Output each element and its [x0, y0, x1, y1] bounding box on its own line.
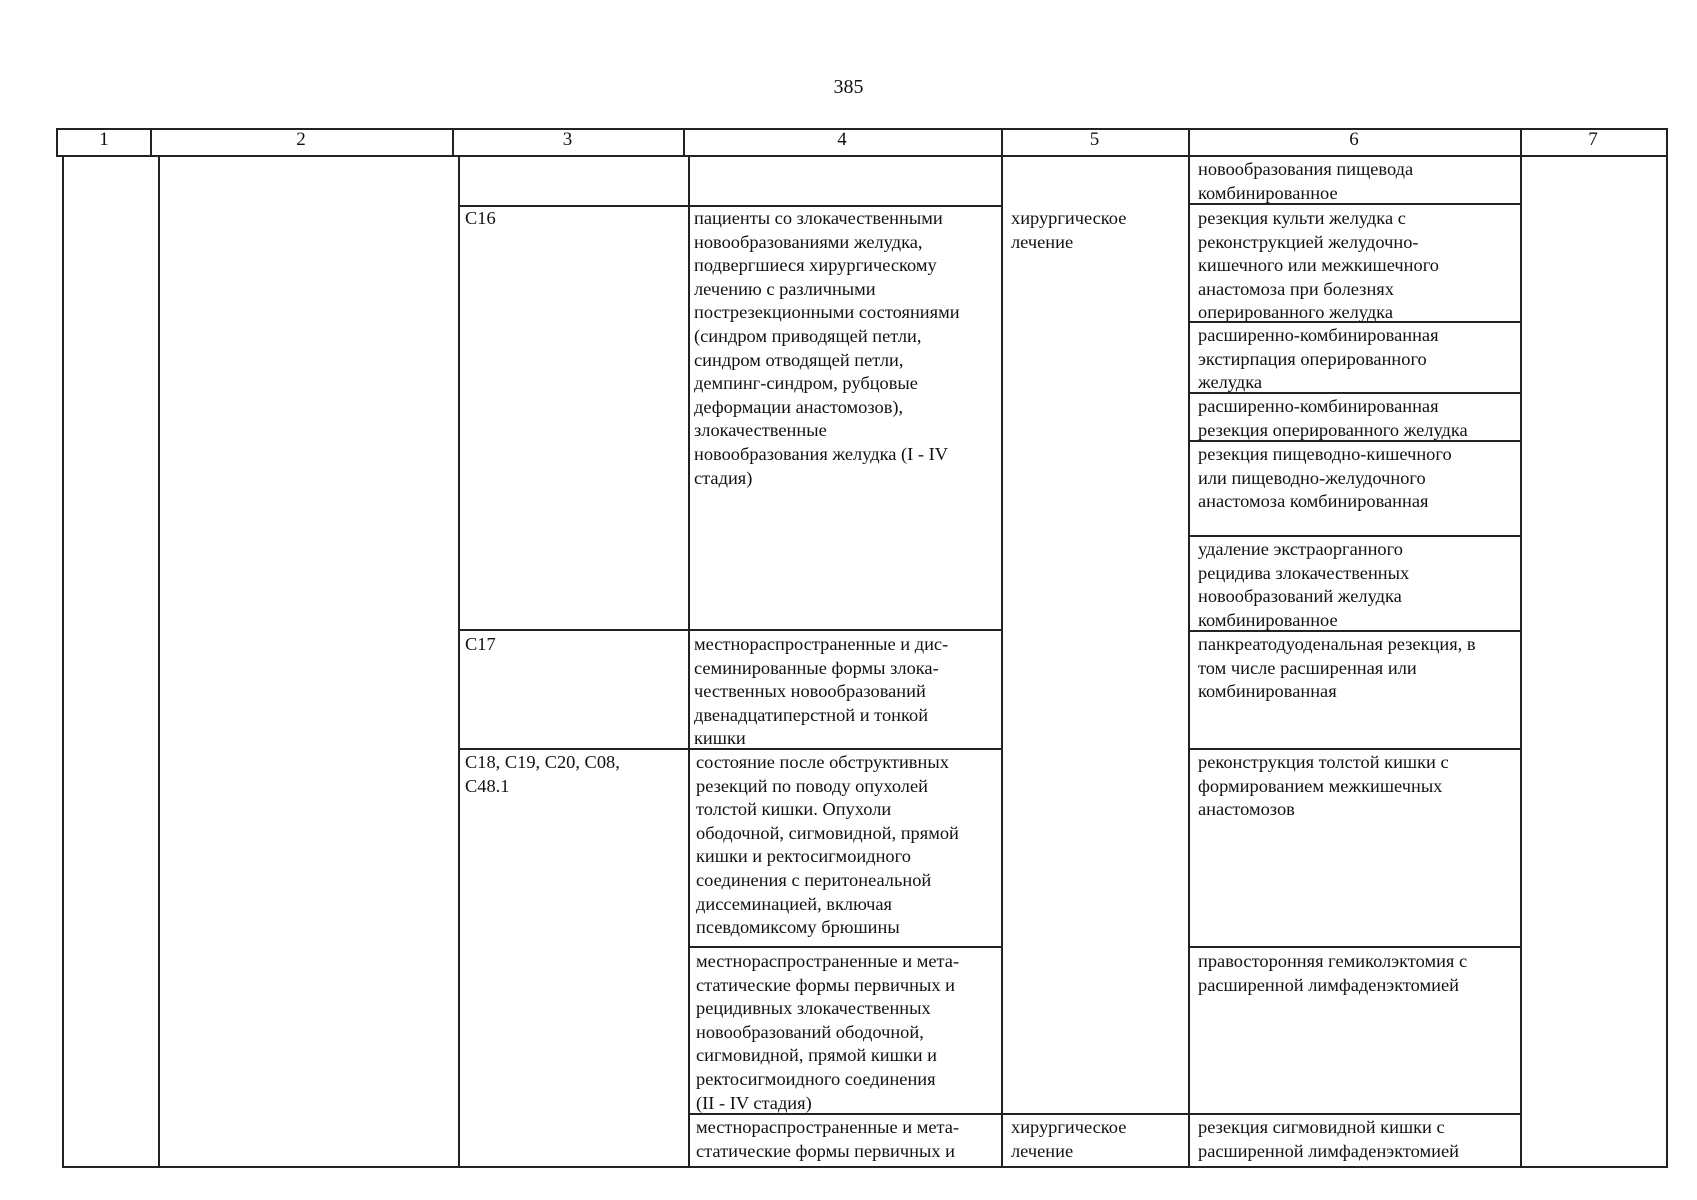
- text-line: кишки и ректосигмоидного: [696, 846, 911, 867]
- diagnosis-c18-a: [696, 751, 959, 940]
- method-c16-4: [1198, 443, 1452, 514]
- col-divider-2: [458, 155, 460, 1167]
- text-line: чественных новообразований: [694, 681, 926, 702]
- text-line: резекция сигмовидной кишки с: [1198, 1117, 1445, 1137]
- text-line: расширенно-комбинированная: [1198, 396, 1439, 416]
- text-line: пострезекционными состояниями: [694, 302, 960, 323]
- text-line: или пищеводно-желудочного: [1198, 467, 1426, 488]
- row-sep-c17-top: [458, 629, 1003, 631]
- text-line: толстой кишки. Опухоли: [696, 799, 892, 820]
- text-line: двенадцатиперстной и тонкой: [694, 704, 929, 725]
- text-line: ободочной, сигмовидной, прямой: [696, 822, 959, 843]
- text-line: лечение: [1011, 231, 1074, 252]
- icd-code-c18-group: [465, 751, 620, 798]
- text-line: экстирпация оперированного: [1198, 348, 1427, 369]
- text-line: расширенно-комбинированная: [1198, 325, 1439, 345]
- header-col-4: 4: [837, 129, 847, 150]
- text-line: реконструкцией желудочно-: [1198, 231, 1419, 252]
- header-col-5: 5: [1089, 129, 1100, 150]
- text-line: хирургическое: [1011, 208, 1127, 228]
- text-line: местнораспространенные и мета-: [696, 951, 960, 971]
- text-line: новообразованиями желудка,: [694, 231, 923, 252]
- text-line: (синдром приводящей петли,: [694, 325, 922, 346]
- text-line: расширенной лимфаденэктомией: [1198, 974, 1460, 995]
- text-line: формированием межкишечных: [1198, 775, 1443, 796]
- col-divider-3: [688, 155, 690, 1167]
- text-line: анастомоза комбинированная: [1198, 491, 1429, 512]
- text-line: оперированного желудка: [1198, 302, 1394, 323]
- diagnosis-c16: [694, 207, 960, 490]
- text-line: (II - IV стадия): [696, 1092, 812, 1113]
- text-line: желудка: [1198, 372, 1263, 393]
- col-divider-5: [1188, 128, 1190, 1167]
- text-line: статические формы первичных и: [696, 974, 955, 995]
- text-line: резекций по поводу опухолей: [696, 775, 928, 796]
- text-line: ректосигмоидного соединения: [696, 1068, 936, 1089]
- text-line: рецидивных злокачественных: [696, 998, 931, 1019]
- text-line: семинированные формы злока-: [694, 657, 939, 678]
- text-line: соединения с перитонеальной: [696, 869, 932, 890]
- header-col-1: 1: [99, 129, 109, 150]
- text-line: лечению с различными: [694, 278, 876, 299]
- text-line: правосторонняя гемиколэктомия с: [1198, 951, 1468, 971]
- text-line: кишки: [694, 728, 746, 749]
- continued-method-cell: [1198, 158, 1413, 205]
- row-sep-col6-7: [1188, 748, 1521, 750]
- method-c16-1: [1198, 207, 1439, 325]
- header-bottom-border: [56, 155, 1668, 157]
- text-line: синдром отводящей петли,: [694, 349, 904, 370]
- table-bottom-border: [62, 1166, 1668, 1168]
- text-line: том числе расширенная или: [1198, 657, 1417, 678]
- header-col-3: 3: [562, 129, 573, 150]
- method-c18-a: [1198, 751, 1449, 822]
- diagnosis-c17: [694, 633, 948, 751]
- row-sep-col6-5: [1188, 535, 1521, 537]
- text-line: расширенной лимфаденэктомией: [1198, 1140, 1460, 1161]
- text-line: удаление экстраорганного: [1198, 539, 1403, 559]
- method-c16-3: [1198, 395, 1468, 442]
- text-line: рецидива злокачественных: [1198, 562, 1410, 583]
- col-divider-6: [1520, 128, 1522, 1167]
- text-line: комбинированное: [1198, 609, 1338, 630]
- text-line: анастомозов: [1198, 799, 1295, 820]
- text-line: псевдомиксому брюшины: [696, 917, 900, 938]
- text-line: злокачественные: [694, 420, 827, 441]
- row-sep-c18-b: [688, 946, 1003, 948]
- text-line: резекция пищеводно-кишечного: [1198, 444, 1452, 464]
- text-line: стадия): [694, 467, 753, 488]
- header-col-6: 6: [1349, 129, 1359, 150]
- text-line: деформации анастомозов),: [694, 396, 904, 417]
- text-line: анастомоза при болезнях: [1198, 278, 1394, 299]
- header-col-7: 7: [1588, 129, 1598, 150]
- text-line: новообразований желудка: [1198, 586, 1402, 607]
- text-line: кишечного или межкишечного: [1198, 255, 1439, 276]
- text-line: лечение: [1011, 1140, 1074, 1161]
- col-divider-right: [1666, 128, 1668, 1167]
- diagnosis-c18-c: [696, 1116, 959, 1163]
- icd-code-c17: C17: [465, 634, 496, 654]
- row-sep-col5-c: [1001, 1113, 1189, 1115]
- row-sep-col6-9: [1188, 1113, 1521, 1115]
- col-divider-1: [158, 155, 160, 1167]
- text-line: хирургическое: [1011, 1117, 1127, 1137]
- text-line: новообразований ободочной,: [696, 1021, 924, 1042]
- text-line: C18, C19, C20, C08,: [465, 752, 620, 772]
- text-line: новообразования желудка (I - IV: [694, 443, 948, 464]
- text-line: реконструкция толстой кишки с: [1198, 752, 1449, 772]
- text-line: состояние после обструктивных: [696, 752, 949, 772]
- method-c18-c: [1198, 1116, 1459, 1163]
- text-line: резекция оперированного желудка: [1198, 419, 1468, 440]
- text-line: панкреатодуоденальная резекция, в: [1198, 634, 1476, 654]
- text-line: статические формы первичных и: [696, 1140, 955, 1161]
- text-line: демпинг-синдром, рубцовые: [694, 373, 918, 394]
- text-line: комбинированная: [1198, 681, 1337, 702]
- method-c16-5: [1198, 538, 1409, 632]
- col-divider-4: [1001, 128, 1003, 1167]
- text-line: диссеминацией, включая: [696, 893, 892, 914]
- text-line: местнораспространенные и дис-: [694, 634, 949, 654]
- text-line: C48.1: [465, 775, 510, 796]
- icd-code-c16: C16: [465, 208, 496, 228]
- text-line: новообразования пищевода: [1198, 159, 1414, 179]
- text-line: комбинированное: [1198, 182, 1338, 203]
- header-col-2: 2: [296, 129, 306, 150]
- diagnosis-c18-b: [696, 950, 959, 1115]
- method-c16-2: [1198, 324, 1439, 395]
- treatment-type-c18-c: [1011, 1116, 1126, 1163]
- method-c17: [1198, 633, 1476, 704]
- treatment-type-c16: [1011, 207, 1126, 254]
- method-c18-b: [1198, 950, 1467, 997]
- col-divider-left: [62, 155, 64, 1167]
- row-sep-col6-8: [1188, 946, 1521, 948]
- text-line: местнораспространенные и мета-: [696, 1117, 960, 1137]
- text-line: сигмовидной, прямой кишки и: [696, 1045, 938, 1066]
- text-line: подвергшиеся хирургическому: [694, 255, 937, 276]
- page-number: 385: [833, 76, 864, 98]
- text-line: резекция культи желудка с: [1198, 208, 1406, 228]
- text-line: пациенты со злокачественными: [694, 208, 943, 228]
